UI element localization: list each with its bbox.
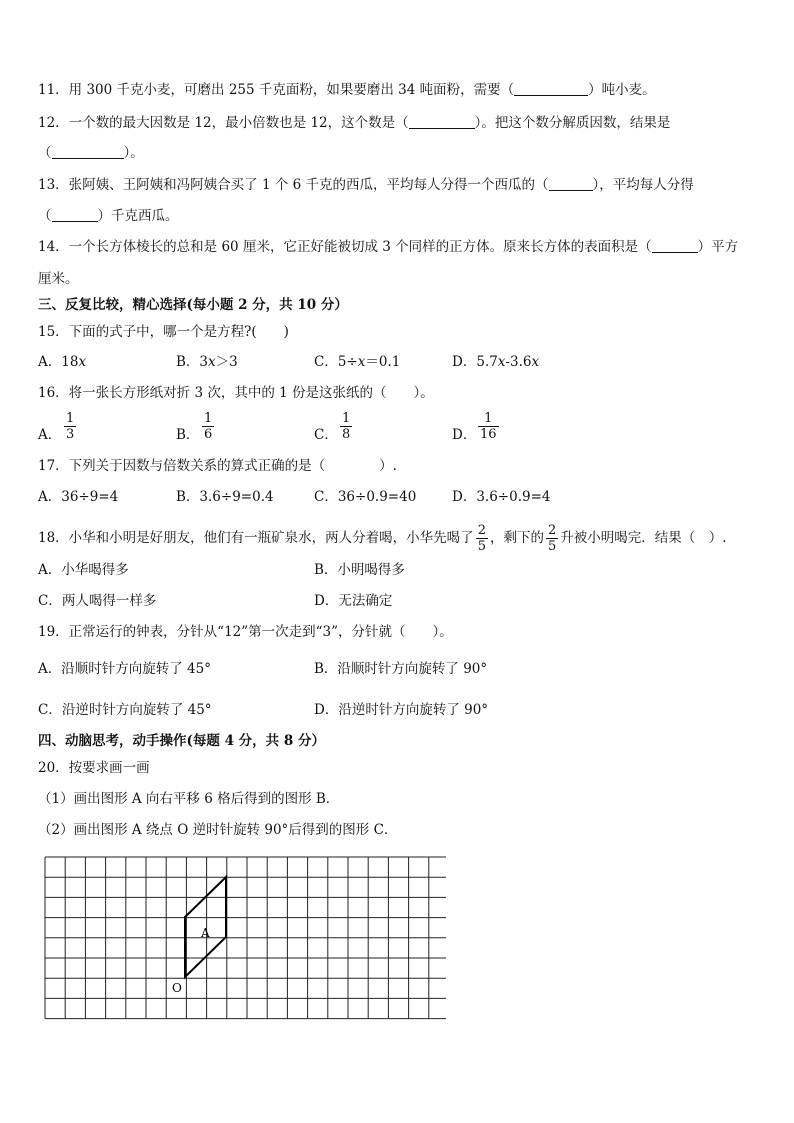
section-3-heading: 三、反复比较，精心选择(每小题 2 分，共 10 分） xyxy=(38,297,348,313)
q17-option-c[interactable]: C．36÷0.9=40 xyxy=(314,489,417,505)
shape-a-label: A xyxy=(201,926,210,940)
q15-option-d[interactable]: D．5.7x-3.6x xyxy=(452,354,540,370)
question-20-stem: 20．按要求画一画 xyxy=(38,760,150,776)
question-16-stem: 16．将一张长方形纸对折 3 次，其中的 1 份是这张纸的（ ）。 xyxy=(38,385,434,401)
q18-option-b[interactable]: B．小明喝得多 xyxy=(314,562,405,578)
grid-lines xyxy=(45,857,446,1019)
question-14-line2: 厘米。 xyxy=(38,271,79,287)
question-15-stem: 15．下面的式子中，哪一个是方程?( ) xyxy=(38,324,289,340)
q15-option-c[interactable]: C．5÷x＝0.1 xyxy=(314,354,401,370)
answer-blank-11[interactable] xyxy=(514,81,588,96)
q15-option-a[interactable]: A．18x xyxy=(38,354,87,370)
fraction-two-fifths-a: $\frac{2}{5}$ xyxy=(477,523,486,554)
fraction-two-fifths-b: $\frac{2}{5}$ xyxy=(547,523,557,554)
question-20-part-1: （1）画出图形 A 向右平移 6 格后得到的图形 B． xyxy=(38,791,340,807)
q18-option-a[interactable]: A．小华喝得多 xyxy=(38,562,129,578)
question-17-stem: 17．下列关于因数与倍数关系的算式正确的是（ ）. xyxy=(38,458,397,474)
question-14: 14．一个长方体棱长的总和是 60 厘米，它正好能被切成 3 个同样的正方体。原来长方体的表面积是（ ）平方 xyxy=(38,239,739,255)
answer-blank-13a[interactable] xyxy=(549,176,593,191)
q18-option-c[interactable]: C．两人喝得一样多 xyxy=(38,593,157,609)
answer-blank-13b[interactable] xyxy=(52,207,98,222)
q19-option-c[interactable]: C．沿逆时针方向旋转了 45° xyxy=(38,702,212,718)
drawing-grid[interactable] xyxy=(44,855,446,1025)
answer-blank-12a[interactable] xyxy=(409,114,475,129)
q17-option-b[interactable]: B．3.6÷9=0.4 xyxy=(176,489,274,505)
point-o-label: O xyxy=(172,981,182,995)
answer-blank-14[interactable] xyxy=(652,238,698,253)
q17-option-d[interactable]: D．3.6÷0.9=4 xyxy=(452,489,551,505)
q19-option-d[interactable]: D．沿逆时针方向旋转了 90° xyxy=(314,702,489,718)
question-12: 12．一个数的最大因数是 12，最小倍数也是 12，这个数是（ ）。把这个数分解质因数，结果是 xyxy=(38,115,671,131)
q15-option-b[interactable]: B．3x＞3 xyxy=(176,354,238,370)
question-20-part-2: （2）画出图形 A 绕点 O 逆时针旋转 90°后得到的图形 C． xyxy=(38,822,398,838)
q19-option-b[interactable]: B．沿顺时针方向旋转了 90° xyxy=(314,661,488,677)
question-19-stem: 19．正常运行的钟表，分针从“12”第一次走到“3”，分针就（ ）。 xyxy=(38,624,453,640)
q19-option-a[interactable]: A．沿顺时针方向旋转了 45° xyxy=(38,661,211,677)
question-13: 13．张阿姨、王阿姨和冯阿姨合买了 1 个 6 千克的西瓜，平均每人分得一个西瓜的（ ），平均每人分得 xyxy=(38,177,694,193)
question-13-line2: （ ）千克西瓜。 xyxy=(38,208,179,224)
q18-option-d[interactable]: D．无法确定 xyxy=(314,593,393,609)
worksheet-page: 11．用 300 千克小麦，可磨出 255 千克面粉，如果要磨出 34 吨面粉，需要（ ）吨小麦。 12．一个数的最大因数是 12，最小倍数也是 12，这个数是（ ）。把这个数分解质因数，结果是 （ ）。 13．张阿姨、王阿姨和冯阿姨合买了 1 个 6 千克的西瓜，平均每人分得一个西瓜的（ ），平均每人分得 （ ）千克西瓜。 14．一个长方体棱长的总和是 60 厘米，它正好能被切成 3 个同样的正方体。原来长方体的表面积是（ ）平方 厘米。 三、反复比较，精心选择(每小题 2 分，共 10 分） 15．下面的式子中，哪一个是方程?( ) A．18x B．3x＞3 C．5÷x＝0.1 D．5.7x-3.6x 16．将一张长方形纸对折 3 次，其中的 1 份是这张纸的（ ）。 A． $\frac{1}{3}$ B． $\frac{1}{6}$ C． $\frac{1}{8}$ D． $\frac{1}{16}$ 17．下列关于因数与倍数关系的算式正确的是（ ）. A．36÷9=4 B．3.6÷9=0.4 C．36÷0.9=40 D．3.6÷0.9=4 18．小华和小明是好朋友，他们有一瓶矿泉水，两人分着喝，小华先喝了 $\frac{2}{5}$ ，剩下的 $\frac{2}{5}$ 升被小明喝完．结果（ ）. A．小华喝得多 B．小明喝得多 C．两人喝得一样多 D．无法确定 19．正常运行的钟表，分针从“12”第一次走到“3”，分针就（ ）。 A．沿顺时针方向旋转了 45° B．沿顺时针方向旋转了 90° C．沿逆时针方向旋转了 45° D．沿逆时针方向旋转了 90° 四、动脑思考，动手操作(每题 4 分，共 8 分） 20．按要求画一画 （1）画出图形 A 向右平移 6 格后得到的图形 B． （2）画出图形 A 绕点 O 逆时针旋转 90°后得到的图形 C． A O xyxy=(0,0,794,1123)
question-18-stem: 18．小华和小明是好朋友，他们有一瓶矿泉水，两人分着喝，小华先喝了 $\frac{2}{5}$ ，剩下的 $\frac{2}{5}$ 升被小明喝完．结果（ ）. xyxy=(38,523,727,554)
section-4-heading: 四、动脑思考，动手操作(每题 4 分，共 8 分） xyxy=(38,733,325,749)
q17-option-a[interactable]: A．36÷9=4 xyxy=(38,489,119,505)
question-12-line2: （ ）。 xyxy=(38,145,144,161)
question-11: 11．用 300 千克小麦，可磨出 255 千克面粉，如果要磨出 34 吨面粉，需要（ ）吨小麦。 xyxy=(38,82,656,98)
answer-blank-12b[interactable] xyxy=(52,144,124,159)
